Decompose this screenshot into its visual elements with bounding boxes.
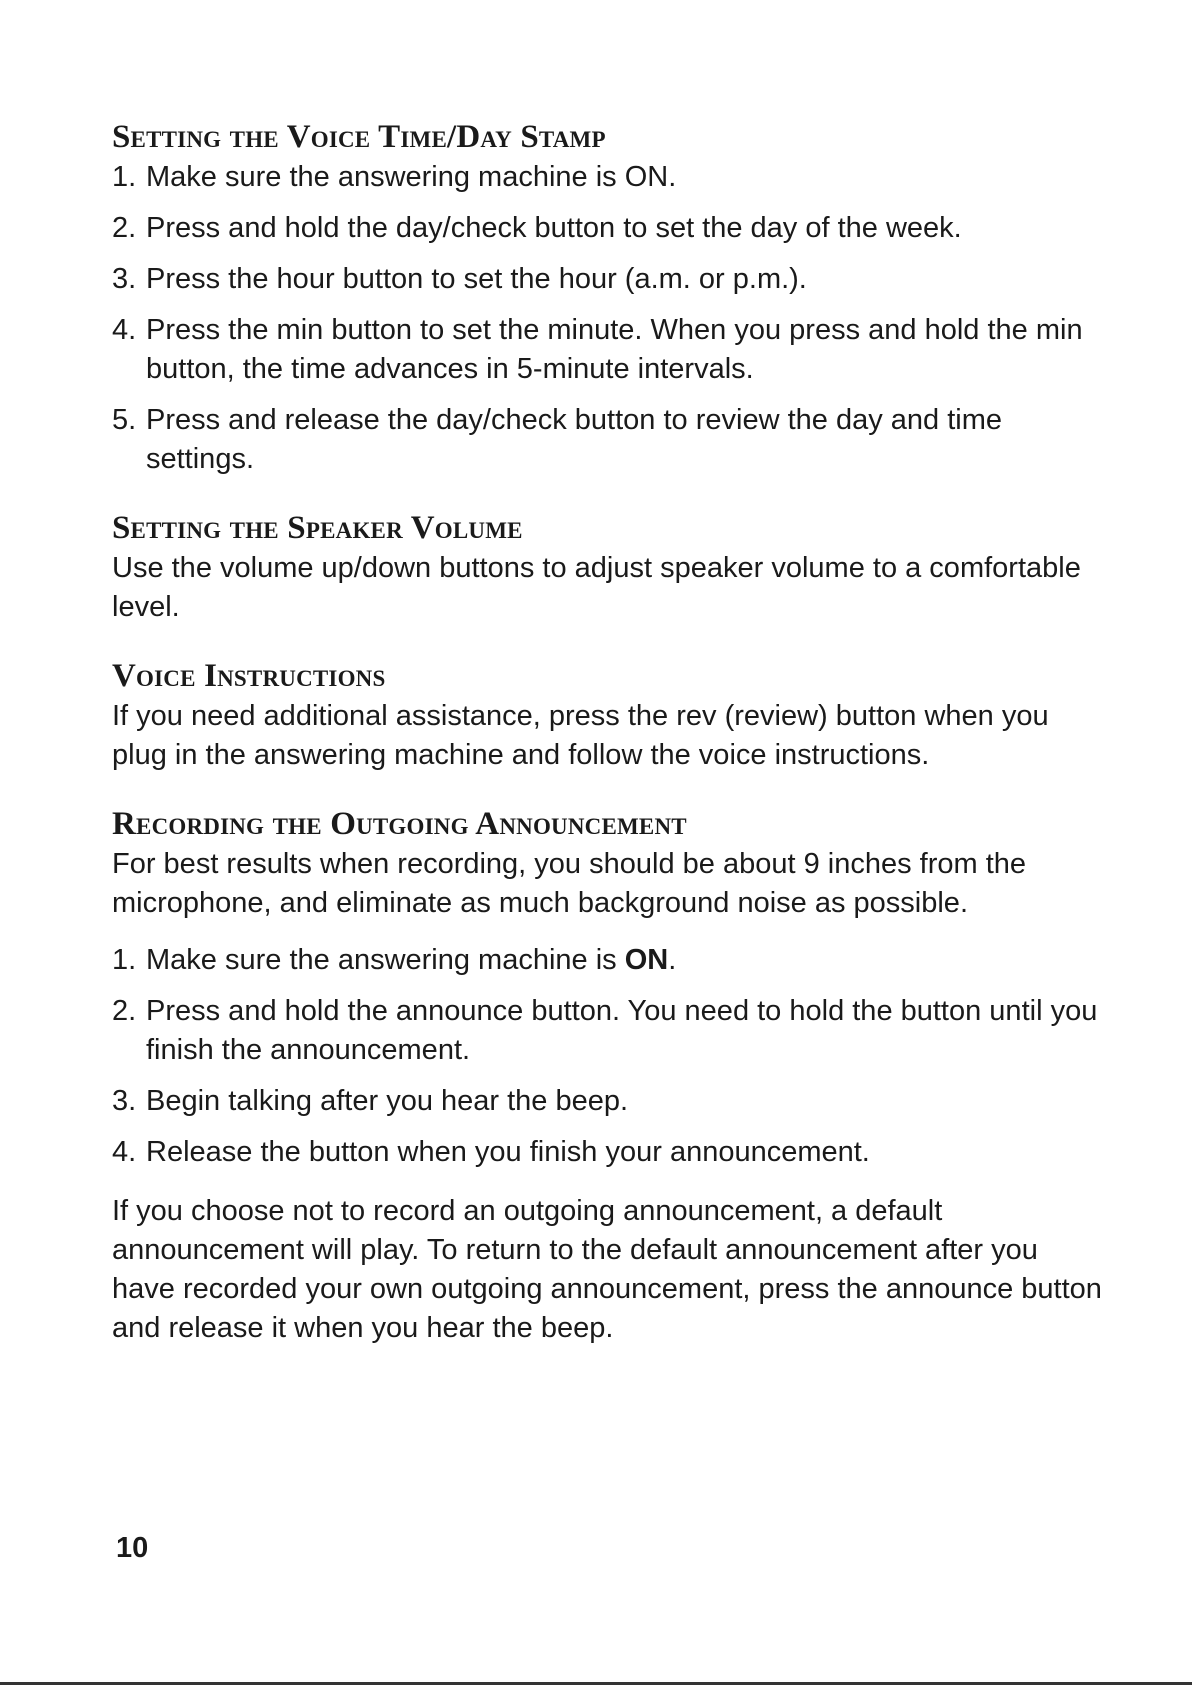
step-item: [112, 401, 1102, 479]
step-text-prefix: Make sure the answering machine is: [146, 944, 625, 976]
step-text: Press the hour button to set the hour (a.m. or p.m.).: [146, 263, 807, 295]
section-voice-instructions: [112, 657, 1102, 775]
section-voice-time-day-stamp: [112, 118, 1102, 479]
step-text: Begin talking after you hear the beep.: [146, 1085, 629, 1117]
step-number: 4.: [112, 314, 137, 346]
section-outgoing-announcement: [112, 805, 1102, 1348]
section-heading: Setting the Voice Time/Day Stamp: [112, 119, 606, 155]
step-number: 3.: [112, 1085, 137, 1117]
section-outro: If you choose not to record an outgoing announcement, a default announcement will play. To return to the default announcement after you have recorded your own outgoing announcement, press the announce button and release it when you hear the beep.: [112, 1195, 1102, 1344]
step-text: Make sure the answering machine is ON.: [146, 161, 677, 193]
step-item: [112, 1133, 1102, 1172]
section-heading: Setting the Speaker Volume: [112, 510, 523, 546]
step-number: 1.: [112, 161, 137, 193]
step-number: 1.: [112, 944, 137, 976]
step-item: [112, 158, 1102, 197]
section-speaker-volume: [112, 509, 1102, 627]
manual-page: [112, 118, 1102, 1348]
steps-list: [112, 158, 1102, 479]
step-text: Press and release the day/check button to review the day and time settings.: [146, 404, 1002, 475]
step-item: [112, 209, 1102, 248]
step-item: [112, 311, 1102, 389]
step-text-bold: ON: [624, 944, 669, 976]
step-number: 4.: [112, 1136, 137, 1168]
step-item: [112, 992, 1102, 1070]
step-number: 3.: [112, 263, 137, 295]
step-number: 5.: [112, 404, 137, 436]
step-text: Press and hold the day/check button to set the day of the week.: [146, 212, 962, 244]
step-text: Press the min button to set the minute. When you press and hold the min button, the time advances in 5-minute intervals.: [146, 314, 1083, 385]
step-text-suffix: .: [668, 944, 677, 976]
step-text: Release the button when you finish your announcement.: [146, 1136, 870, 1168]
steps-list: [112, 941, 1102, 1172]
section-heading: Voice Instructions: [112, 658, 386, 694]
step-number: 2.: [112, 995, 137, 1027]
page-number: 10: [116, 1532, 149, 1564]
step-item: [112, 1082, 1102, 1121]
section-body: Use the volume up/down buttons to adjust speaker volume to a comfortable level.: [112, 552, 1081, 623]
step-item: [112, 260, 1102, 299]
step-item: [112, 941, 1102, 980]
section-intro: For best results when recording, you should be about 9 inches from the microphone, and eliminate as much background noise as possible.: [112, 848, 1027, 919]
step-number: 2.: [112, 212, 137, 244]
section-heading: Recording the Outgoing Announcement: [112, 806, 687, 842]
step-text: Press and hold the announce button. You need to hold the button until you finish the announcement.: [146, 995, 1098, 1066]
section-body: If you need additional assistance, press the rev (review) button when you plug in the answering machine and follow the voice instructions.: [112, 700, 1049, 771]
